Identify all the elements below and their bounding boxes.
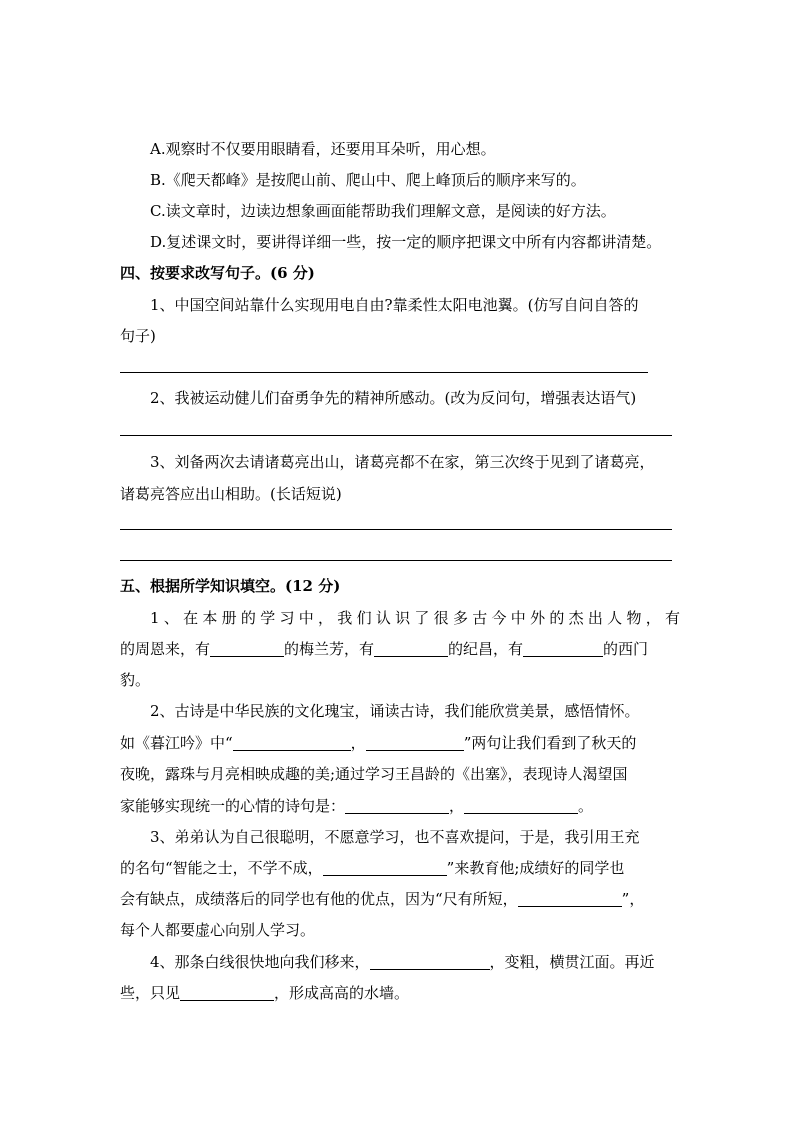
s5-q2-text-a: 如《暮江吟》中“ [120, 734, 233, 752]
s5-q2-text-e: ， [449, 797, 465, 815]
s4-q1-line1: 1、中国空间站靠什么实现用电自由?靠柔性太阳电池翼。(仿写自问自答的 [150, 296, 639, 314]
s4-q3-answer-line-2[interactable] [120, 560, 672, 561]
s5-q2-line4 [120, 795, 680, 817]
section4-title: 四、按要求改写句子。(6 分) [120, 264, 315, 282]
option-a: A.观察时不仅要用眼睛看，还要用耳朵听，用心想。 [150, 140, 496, 158]
s4-q3-line2: 诸葛亮答应出山相助。(长话短说) [120, 485, 342, 503]
s5-q1-line2 [120, 638, 680, 660]
s4-q2-answer-line[interactable] [120, 435, 672, 436]
s5-q1-blank-1[interactable] [210, 640, 284, 657]
s5-q2-text-b: ， [350, 734, 366, 752]
option-b: B.《爬天都峰》是按爬山前、爬山中、爬上峰顶后的顺序来写的。 [150, 171, 586, 189]
s5-q4-text-d: ，形成高高的水墙。 [274, 984, 410, 1002]
s4-q3-answer-line-1[interactable] [120, 529, 672, 530]
s5-q1-line1: 1、在本册的学习中，我们认识了很多古今中外的杰出人物，有 [150, 609, 680, 627]
s5-q2-text-d: 家能够实现统一的心情的诗句是： [120, 797, 346, 815]
s5-q4-text-a: 4、那条白线很快地向我们移来， [150, 953, 370, 971]
s4-q3-line1: 3、刘备两次去请诸葛亮出山，诸葛亮都不在家，第三次终于见到了诸葛亮， [150, 453, 655, 471]
s5-q2-text-c: ”两句让我们看到了秋天的 [463, 734, 637, 752]
s5-q3-text-a: 的名句“智能之士，不学不成， [120, 859, 323, 877]
s5-q1-text-a: 的周恩来，有 [120, 640, 211, 658]
s5-q2-blank-4[interactable] [464, 797, 578, 814]
section5-title: 五、根据所学知识填空。(12 分) [120, 577, 341, 595]
option-c: C.读文章时，边读边想象画面能帮助我们理解文意，是阅读的好方法。 [150, 202, 616, 220]
s5-q2-blank-3[interactable] [345, 797, 449, 814]
s5-q3-text-c: 会有缺点，成绩落后的同学也有他的优点，因为“尺有所短， [120, 890, 518, 908]
s5-q2-blank-2[interactable] [366, 734, 464, 751]
s5-q3-text-b: ”来教育他;成绩好的同学也 [446, 859, 625, 877]
s5-q4-text-b: ，变粗，横贯江面。再近 [489, 953, 655, 971]
s5-q2-blank-1[interactable] [233, 734, 351, 751]
s5-q1-blank-2[interactable] [374, 640, 448, 657]
s5-q2-line2 [120, 732, 680, 754]
s5-q1-text-b: 的梅兰芳，有 [284, 640, 375, 658]
s5-q3-blank-1[interactable] [323, 859, 447, 876]
s5-q3-text-d: ”， [621, 890, 645, 908]
s5-q1-text-c: 的纪昌，有 [448, 640, 524, 658]
s5-q2-line3: 夜晚，露珠与月亮相映成趣的美;通过学习王昌龄的《出塞》，表现诗人渴望国 [120, 765, 628, 783]
s4-q1-line2: 句子) [120, 327, 156, 345]
s5-q1-blank-3[interactable] [523, 640, 603, 657]
s5-q3-blank-2[interactable] [518, 890, 622, 907]
s4-q1-answer-line[interactable] [120, 372, 648, 373]
s5-q3-line1: 3、弟弟认为自己很聪明，不愿意学习，也不喜欢提问，于是，我引用王充 [150, 828, 640, 846]
s5-q4-text-c: 些，只见 [120, 984, 181, 1002]
s5-q1-line3: 豹。 [120, 671, 151, 689]
s5-q4-blank-2[interactable] [180, 984, 274, 1001]
s5-q3-line4: 每个人都要虚心向别人学习。 [120, 921, 316, 939]
s5-q3-line2 [120, 857, 680, 879]
s5-q3-line3 [120, 888, 680, 910]
option-d: D.复述课文时，要讲得详细一些，按一定的顺序把课文中所有内容都讲清楚。 [150, 233, 662, 251]
s5-q2-line1: 2、古诗是中华民族的文化瑰宝，诵读古诗，我们能欣赏美景，感悟情怀。 [150, 702, 640, 720]
s5-q4-blank-1[interactable] [370, 953, 490, 970]
s4-q2: 2、我被运动健儿们奋勇争先的精神所感动。(改为反问句，增强表达语气) [150, 389, 637, 407]
s5-q4-line1 [150, 951, 710, 973]
s5-q1-text-d: 的西门 [603, 640, 649, 658]
s5-q2-text-f: 。 [578, 797, 594, 815]
s5-q4-line2 [120, 982, 680, 1004]
